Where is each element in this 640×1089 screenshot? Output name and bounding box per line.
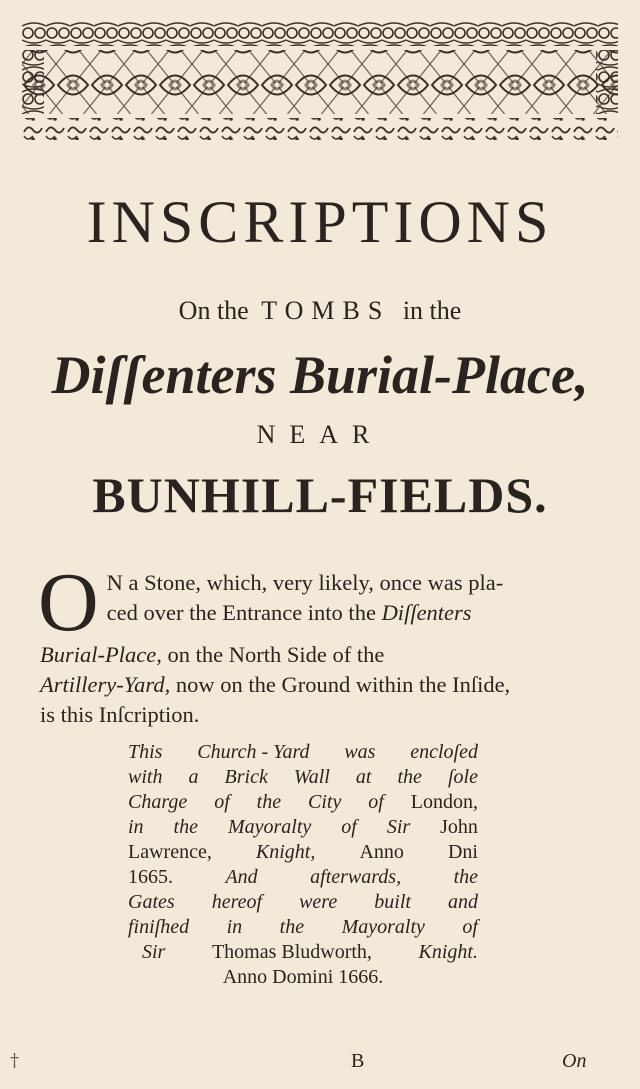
title-inscriptions: INSCRIPTIONS — [86, 189, 554, 255]
inscription-line: finiſhed in the Mayoralty of — [128, 916, 478, 938]
intro-line: ced over the Entrance into the Diſſenters — [106, 600, 472, 625]
title-on-after: in the — [402, 296, 462, 325]
inscription-line: Sir Thomas Bludworth, Knight. — [142, 941, 478, 963]
margin-mark: † — [10, 1050, 19, 1071]
drop-cap: O — [38, 556, 99, 649]
inscription-line: This Church - Yard was encloſed — [128, 741, 478, 763]
catchword: On — [562, 1050, 587, 1072]
inscription-line: in the Mayoralty of Sir John — [128, 816, 478, 838]
ornamental-headpiece — [22, 22, 618, 140]
intro-paragraph — [38, 556, 600, 730]
title-bunhill-fields: BUNHILL-FIELDS. — [92, 467, 548, 523]
signature-mark: B — [351, 1050, 365, 1072]
inscription-line: Lawrence, Knight, Anno Dni — [128, 841, 478, 863]
intro-line: Burial-Place, on the North Side of the — [40, 642, 385, 667]
title-tombs: TOMBS — [261, 296, 391, 325]
intro-line: is this Inſcription. — [40, 702, 200, 727]
title-on-before: On the — [178, 296, 249, 325]
inscription-line: Anno Domini 1666. — [222, 966, 384, 988]
inscription-line: Gates hereof were built and — [128, 891, 478, 913]
inscription-text — [128, 740, 478, 990]
inscription-line: Charge of the City of London, — [128, 791, 478, 813]
title-near: NEAR — [256, 420, 384, 449]
intro-line: Artillery-Yard, now on the Ground within the Inſide, — [40, 672, 511, 697]
intro-line: N a Stone, which, very likely, once was pla- — [106, 570, 504, 595]
inscription-line: with a Brick Wall at the ſole — [128, 766, 478, 788]
title-on-the-tombs — [0, 296, 640, 326]
inscription-line: 1665. And afterwards, the — [128, 866, 478, 888]
title-dissenters-burial-place: Diſſenters Burial-Place, — [51, 345, 589, 405]
